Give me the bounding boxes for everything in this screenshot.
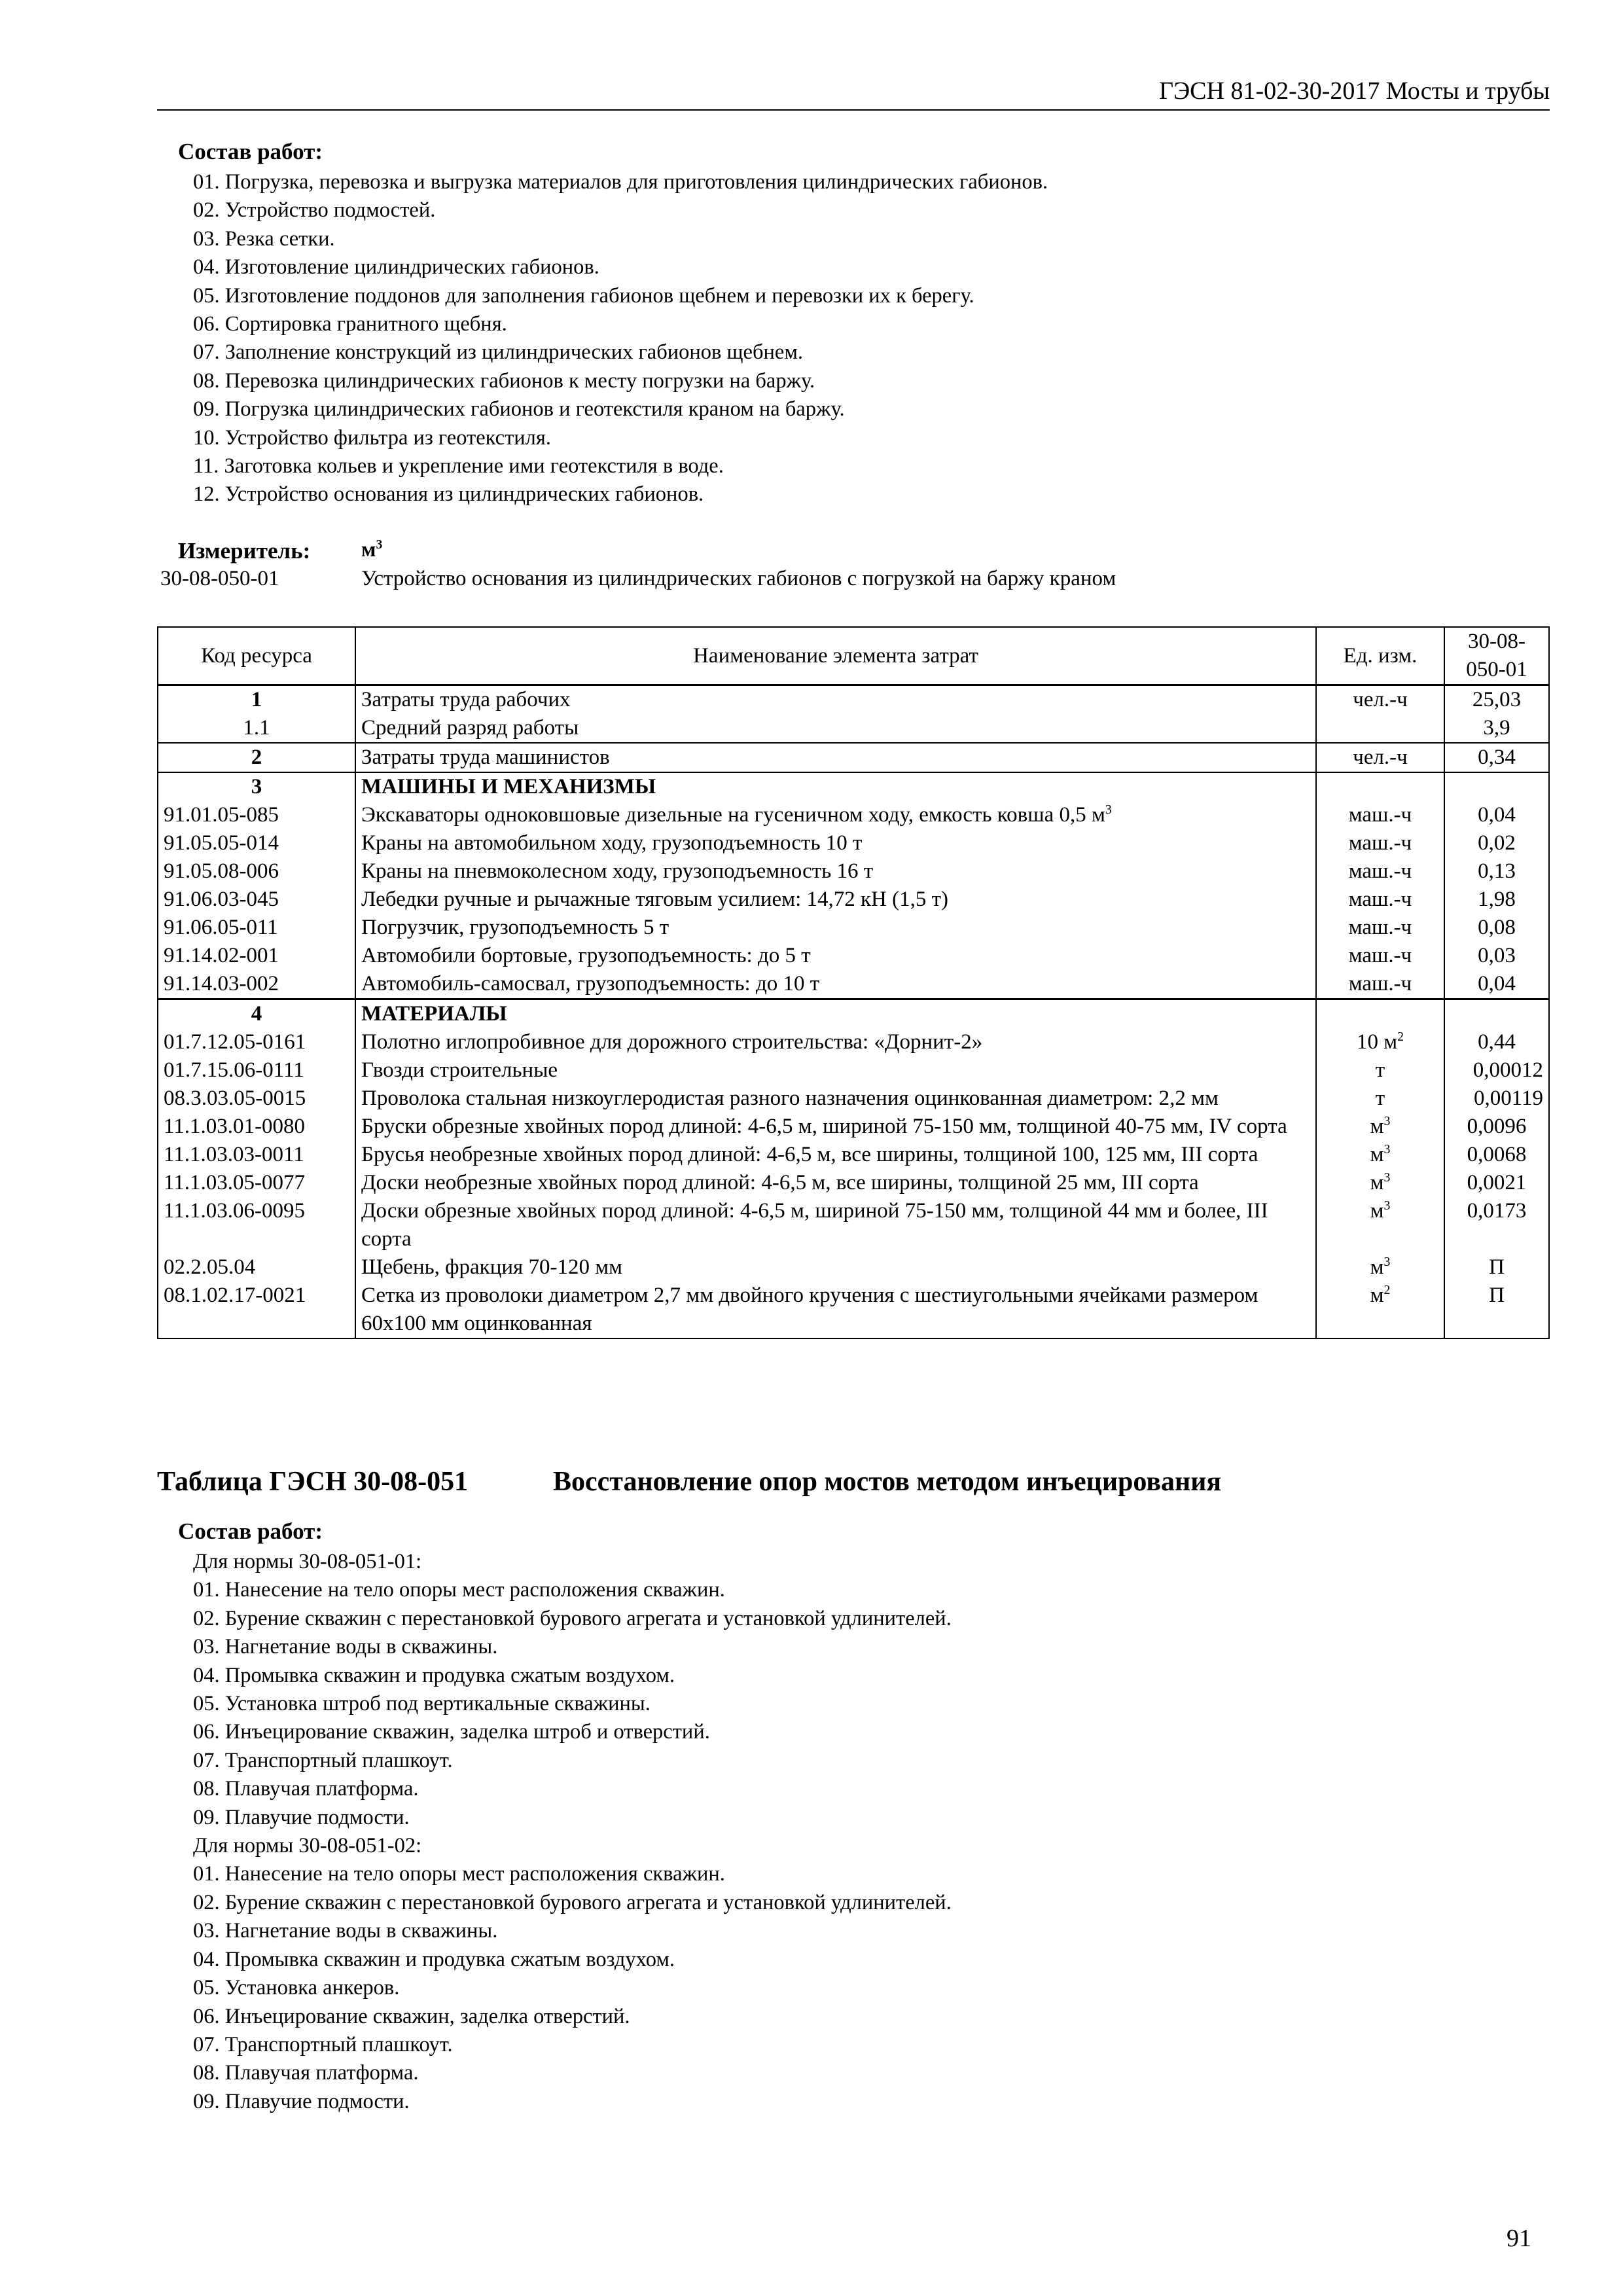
table-title: Восстановление опор мостов методом инъецирования [553,1467,1222,1497]
row-value: 25,03 [1444,685,1549,715]
row-code: 11.1.03.01-0080 [158,1113,355,1141]
work-item: 07. Заполнение конструкций из цилиндрических габионов щебнем. [193,340,804,365]
measure-unit-sup: 3 [376,537,383,552]
row-code: 1.1 [158,714,355,743]
row-name-text: Экскаваторы одноковшовые дизельные на гусеничном ходу, емкость ковша 0,5 м [361,803,1105,827]
row-value: 0,04 [1444,970,1549,999]
row-unit-sup: 2 [1383,1283,1391,1297]
work-item: 01. Погрузка, перевозка и выгрузка материалов для приготовления цилиндрических габионов. [193,170,1048,194]
table-row [158,970,1549,999]
row-code: 3 [158,772,355,801]
row-unit: маш.-ч [1316,857,1444,886]
work-item: 02. Бурение скважин с перестановкой бурового агрегата и установкой удлинителей. [193,1890,952,1914]
row-unit-text: м [1370,1115,1384,1138]
row-unit: маш.-ч [1316,914,1444,942]
work-item: 06. Инъецирование скважин, заделка отверстий. [193,2004,630,2028]
row-unit-text: м [1370,1143,1384,1166]
row-unit-text: м [1370,1171,1384,1194]
row-name: Полотно иглопробивное для дорожного строительства: «Дорнит-2» [355,1028,1316,1056]
row-unit [1316,1282,1444,1338]
row-value: 0,0096 [1444,1113,1549,1141]
table-row [158,685,1549,715]
work-composition-title-2: Состав работ: [178,1518,323,1544]
measure-label: Измеритель: [178,538,311,564]
row-name: Доски необрезные хвойных пород длиной: 4-6,5 м, все ширины, толщиной 25 мм, III сорта [355,1169,1316,1197]
work-item: 07. Транспортный плашкоут. [193,2032,453,2056]
work-item: 11. Заготовка кольев и укрепление ими геотекстиля в воде. [193,454,724,478]
measure-unit [361,538,382,562]
table-row [158,1141,1549,1169]
row-value: 0,0068 [1444,1141,1549,1169]
row-unit [1316,1028,1444,1056]
row-unit [1316,1113,1444,1141]
table-row [158,714,1549,743]
work-item: 07. Транспортный плашкоут. [193,1748,453,1772]
row-value: 0,13 [1444,857,1549,886]
row-name: Автомобили бортовые, грузоподъемность: до 5 т [355,942,1316,970]
table-row [158,801,1549,829]
row-unit [1316,999,1444,1029]
row-unit: чел.-ч [1316,685,1444,715]
row-code: 91.05.05-014 [158,829,355,857]
table-row [158,1253,1549,1282]
row-name: Брусья необрезные хвойных пород длиной: 4-6,5 м, все ширины, толщиной 100, 125 мм, III сорта [355,1141,1316,1169]
header-code: Код ресурса [158,627,355,685]
row-value: 0,00012 [1444,1056,1549,1085]
work-item: 03. Резка сетки. [193,226,335,251]
row-name: Бруски обрезные хвойных пород длиной: 4-6,5 м, шириной 75-150 мм, толщиной 40-75 мм, IV сорта [355,1113,1316,1141]
row-unit-text: м [1370,1199,1384,1223]
norm-subheading: Для нормы 30-08-051-01: [193,1550,422,1573]
work-item: 05. Установка штроб под вертикальные скважины. [193,1692,651,1716]
norm-description: Устройство основания из цилиндрических габионов с погрузкой на баржу краном [361,567,1116,590]
work-composition-title: Состав работ: [178,139,323,164]
table-row [158,1113,1549,1141]
row-name: Сетка из проволоки диаметром 2,7 мм двойного кручения с шестиугольными ячейками размером 60х100 мм оцинкованная [355,1282,1316,1338]
row-unit-sup: 3 [1383,1114,1391,1128]
row-value: 0,03 [1444,942,1549,970]
norm-subheading: Для нормы 30-08-051-02: [193,1834,422,1858]
work-item: 04. Изготовление цилиндрических габионов. [193,255,599,279]
table-row [158,1028,1549,1056]
row-unit: маш.-ч [1316,829,1444,857]
row-name: Гвозди строительные [355,1056,1316,1085]
row-code: 91.06.03-045 [158,886,355,914]
resource-table [157,626,1550,1339]
work-item: 10. Устройство фильтра из геотекстиля. [193,425,551,450]
row-unit-sup: 3 [1383,1142,1391,1157]
row-unit-text: м [1370,1255,1384,1279]
work-item: 02. Бурение скважин с перестановкой бурового агрегата и установкой удлинителей. [193,1606,952,1630]
row-value: П [1444,1282,1549,1338]
row-value: 0,0021 [1444,1169,1549,1197]
row-name: Лебедки ручные и рычажные тяговым усилием: 14,72 кН (1,5 т) [355,886,1316,914]
row-code: 2 [158,743,355,772]
row-name: Краны на автомобильном ходу, грузоподъемность 10 т [355,829,1316,857]
work-item: 06. Сортировка гранитного щебня. [193,312,507,336]
work-item: 09. Плавучие подмости. [193,2089,410,2113]
header-name: Наименование элемента затрат [355,627,1316,685]
row-name: Доски обрезные хвойных пород длиной: 4-6,5 м, шириной 75-150 мм, толщиной 44 мм и более, III сорта [355,1197,1316,1253]
work-item: 03. Нагнетание воды в скважины. [193,1919,498,1943]
row-value: 3,9 [1444,714,1549,743]
row-name: Автомобиль-самосвал, грузоподъемность: до 10 т [355,970,1316,999]
work-item: 09. Погрузка цилиндрических габионов и геотекстиля краном на баржу. [193,397,845,422]
work-item: 08. Плавучая платформа. [193,1777,419,1801]
work-item: 06. Инъецирование скважин, заделка штроб и отверстий. [193,1720,710,1744]
row-name-sup: 3 [1105,802,1112,817]
row-code: 01.7.12.05-0161 [158,1028,355,1056]
table-row [158,1169,1549,1197]
row-name: Погрузчик, грузоподъемность 5 т [355,914,1316,942]
header-value [1444,627,1549,685]
row-unit [1316,1141,1444,1169]
row-code: 02.2.05.04 [158,1253,355,1282]
row-name [355,801,1316,829]
table-header-row [158,627,1549,685]
row-name: Затраты труда машинистов [355,743,1316,772]
work-item: 03. Нагнетание воды в скважины. [193,1635,498,1659]
row-value [1444,999,1549,1029]
row-value: 0,0173 [1444,1197,1549,1253]
row-name: Краны на пневмоколесном ходу, грузоподъемность 16 т [355,857,1316,886]
row-value [1444,772,1549,801]
row-unit-text: м [1370,1283,1384,1307]
row-unit: маш.-ч [1316,801,1444,829]
row-value: П [1444,1253,1549,1282]
work-item: 04. Промывка скважин и продувка сжатым воздухом. [193,1663,675,1687]
row-code: 91.06.05-011 [158,914,355,942]
row-unit: маш.-ч [1316,970,1444,999]
row-name: Щебень, фракция 70-120 мм [355,1253,1316,1282]
row-value: 0,02 [1444,829,1549,857]
table-row [158,857,1549,886]
page-number: 91 [1507,2225,1531,2252]
table-row [158,743,1549,772]
row-value: 0,08 [1444,914,1549,942]
row-name: МАТЕРИАЛЫ [355,999,1316,1029]
row-code: 11.1.03.06-0095 [158,1197,355,1253]
table-row [158,1085,1549,1113]
row-code: 08.1.02.17-0021 [158,1282,355,1338]
row-unit: маш.-ч [1316,942,1444,970]
work-item: 08. Перевозка цилиндрических габионов к месту погрузки на баржу. [193,368,815,393]
running-header: ГЭСН 81-02-30-2017 Мосты и трубы [1159,77,1550,105]
row-code: 11.1.03.05-0077 [158,1169,355,1197]
row-code: 08.3.03.05-0015 [158,1085,355,1113]
row-value: 0,44 [1444,1028,1549,1056]
row-name: Средний разряд работы [355,714,1316,743]
table-row [158,942,1549,970]
table-row [158,999,1549,1029]
work-item: 12. Устройство основания из цилиндрических габионов. [193,482,704,507]
row-code: 91.05.08-006 [158,857,355,886]
work-item: 04. Промывка скважин и продувка сжатым воздухом. [193,1947,675,1971]
row-unit-sup: 3 [1383,1170,1391,1185]
table-row [158,772,1549,801]
table-row [158,1056,1549,1085]
norm-code: 30-08-050-01 [160,567,279,590]
header-value-line2: 050-01 [1466,658,1527,681]
row-code: 91.14.03-002 [158,970,355,999]
row-code: 01.7.15.06-0111 [158,1056,355,1085]
work-item: 05. Установка анкеров. [193,1976,400,2000]
row-value: 1,98 [1444,886,1549,914]
row-code: 4 [158,999,355,1029]
row-unit: т [1316,1085,1444,1113]
row-value: 0,34 [1444,743,1549,772]
table-label: Таблица ГЭСН 30-08-051 [157,1467,469,1497]
row-unit: т [1316,1056,1444,1085]
row-value: 0,00119 [1444,1085,1549,1113]
work-item: 02. Устройство подмостей. [193,198,436,223]
work-item: 08. Плавучая платформа. [193,2061,419,2085]
row-code: 1 [158,685,355,715]
table-row [158,914,1549,942]
row-name: МАШИНЫ И МЕХАНИЗМЫ [355,772,1316,801]
header-value-line1: 30-08- [1468,630,1525,653]
table-row [158,1197,1549,1253]
row-unit-sup: 2 [1397,1030,1404,1044]
work-composition-list-2 [193,1548,952,2116]
table-row [158,1282,1549,1338]
row-unit-text: 10 м [1356,1030,1398,1054]
work-item: 05. Изготовление поддонов для заполнения габионов щебнем и перевозки их к берегу. [193,283,974,308]
header-rule [157,109,1550,111]
table-row [158,829,1549,857]
table-row [158,886,1549,914]
work-item: 09. Плавучие подмости. [193,1805,410,1829]
row-code: 91.01.05-085 [158,801,355,829]
work-composition-list [193,168,1048,509]
measure-unit-text: м [361,538,376,562]
header-unit: Ед. изм. [1316,627,1444,685]
row-code: 11.1.03.03-0011 [158,1141,355,1169]
row-unit [1316,1253,1444,1282]
row-unit-sup: 3 [1383,1198,1391,1213]
row-unit: чел.-ч [1316,743,1444,772]
row-unit-sup: 3 [1383,1255,1391,1269]
work-item: 01. Нанесение на тело опоры мест расположения скважин. [193,1862,725,1886]
row-code: 91.14.02-001 [158,942,355,970]
row-unit [1316,1197,1444,1253]
row-unit [1316,1169,1444,1197]
work-item: 01. Нанесение на тело опоры мест расположения скважин. [193,1578,725,1602]
row-unit [1316,772,1444,801]
row-value: 0,04 [1444,801,1549,829]
row-unit [1316,714,1444,743]
row-name: Проволока стальная низкоуглеродистая разного назначения оцинкованная диаметром: 2,2 мм [355,1085,1316,1113]
row-unit: маш.-ч [1316,886,1444,914]
row-name: Затраты труда рабочих [355,685,1316,715]
